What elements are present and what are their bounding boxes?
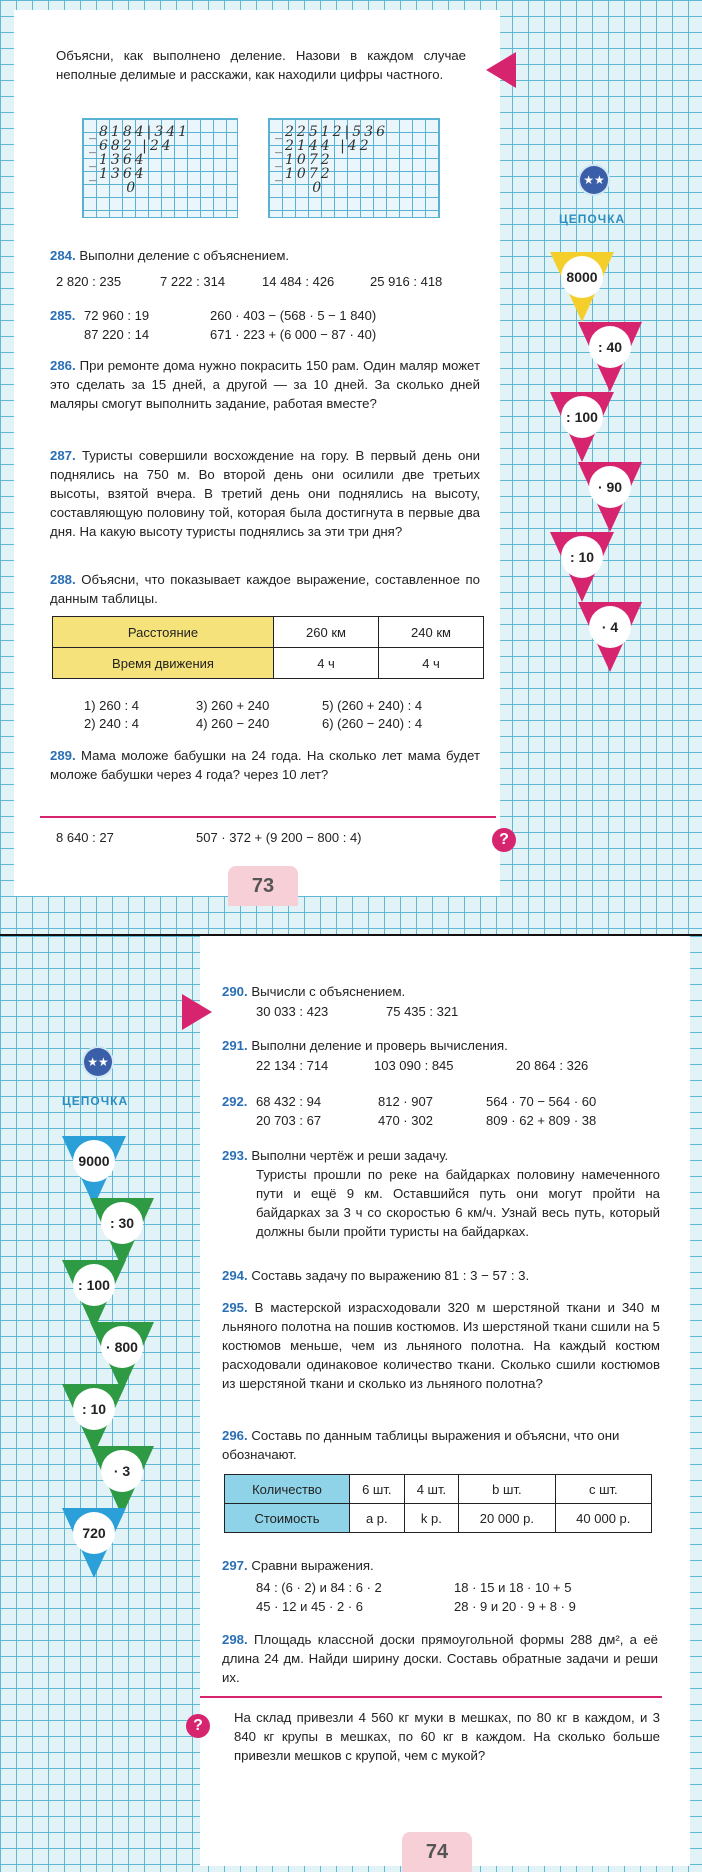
division-line: _8184|341 bbox=[89, 124, 191, 140]
division-line: _1072 bbox=[275, 166, 333, 182]
task-294 bbox=[222, 1266, 662, 1285]
table-cell: Время движения bbox=[53, 648, 274, 679]
chain-step-label: : 100 bbox=[561, 396, 603, 438]
expr: 28 · 9 и 20 · 9 + 8 · 9 bbox=[454, 1599, 576, 1614]
expr: 1) 260 : 4 bbox=[84, 698, 139, 713]
chain-step-label: : 10 bbox=[561, 536, 603, 578]
chain-step-label: 720 bbox=[73, 1512, 115, 1554]
division-line: _1364 bbox=[89, 166, 147, 182]
chain-step bbox=[62, 1508, 126, 1578]
question-icon: ? bbox=[186, 1714, 210, 1738]
chain-step bbox=[90, 1322, 154, 1392]
task-number: 297. bbox=[222, 1558, 248, 1573]
task-text: Выполни чертёж и реши задачу. bbox=[251, 1148, 449, 1163]
expr: 25 916 : 418 bbox=[370, 274, 443, 289]
table-cell: 4 ч bbox=[379, 648, 484, 679]
task-number: 284. bbox=[50, 248, 76, 263]
task-286 bbox=[50, 356, 480, 413]
table-cell: b шт. bbox=[459, 1475, 555, 1504]
task-text: Туристы совершили восхождение на гору. В первый день они поднялись на 750 м. Во второй день они осилили две третьих высоты, взятой вчера. В третий день они поднялись на высоту, составляющую половину той, которая была достигнута в первые два дня. На какую высоту туристы поднялись за эти три дня? bbox=[50, 448, 480, 539]
star-icon: ★★ bbox=[580, 166, 608, 194]
task-text: Выполни деление с объяснением. bbox=[79, 248, 290, 263]
task-293 bbox=[222, 1146, 662, 1165]
division-line: _682 |24 bbox=[89, 138, 174, 154]
division-line: 0 bbox=[275, 180, 325, 196]
bottom-task: На склад привезли 4 560 кг муки в мешках, по 80 кг в каждом, и 3 840 кг крупы в мешках, по 60 кг в каждом. На сколько больше привезли мешков с крупой, чем с мукой? bbox=[234, 1710, 660, 1763]
intro-text: Объясни, как выполнено деление. Назови в каждом случае неполные делимые и расскажи, как находили цифры частного. bbox=[56, 48, 466, 82]
table-cell: k р. bbox=[404, 1504, 459, 1533]
expr: 2 820 : 235 bbox=[56, 274, 122, 289]
task-295 bbox=[222, 1298, 660, 1393]
chain-step-label: · 4 bbox=[589, 606, 631, 648]
chain-step bbox=[62, 1260, 126, 1330]
division-line: _1364 bbox=[89, 152, 147, 168]
task-text: Мама моложе бабушки на 24 года. На сколько лет мама будет моложе бабушки через 4 года? через 10 лет? bbox=[50, 748, 480, 782]
task-number: 288. bbox=[50, 572, 76, 587]
chain-step bbox=[62, 1384, 126, 1454]
pointer-triangle bbox=[182, 994, 212, 1030]
division-line: 0 bbox=[89, 180, 139, 196]
chain-step bbox=[578, 322, 642, 392]
chain-step bbox=[550, 252, 614, 322]
task-number: 295. bbox=[222, 1300, 248, 1315]
task-291 bbox=[222, 1036, 662, 1055]
division-line: _1072 bbox=[275, 152, 333, 168]
task-text: Вычисли с объяснением. bbox=[251, 984, 406, 999]
task-number: 298. bbox=[222, 1632, 248, 1647]
division-grid-1 bbox=[82, 118, 238, 218]
expr: 72 960 : 19 bbox=[84, 308, 150, 323]
expr: 45 · 12 и 45 · 2 · 6 bbox=[256, 1599, 363, 1614]
question-icon: ? bbox=[492, 828, 516, 852]
task-290 bbox=[222, 982, 662, 1001]
expr: 87 220 : 14 bbox=[84, 327, 150, 342]
chain-step-label: : 30 bbox=[101, 1202, 143, 1244]
expr: 75 435 : 321 bbox=[386, 1004, 459, 1019]
expr: 6) (260 − 240) : 4 bbox=[322, 716, 423, 731]
distance-table bbox=[52, 616, 484, 679]
task-number: 289. bbox=[50, 748, 76, 763]
task-297 bbox=[222, 1556, 642, 1575]
star-icon: ★★ bbox=[84, 1048, 112, 1076]
divider bbox=[200, 1696, 662, 1698]
chain-step-label: : 40 bbox=[589, 326, 631, 368]
expr: 30 033 : 423 bbox=[256, 1004, 329, 1019]
task-text: Выполни деление и проверь вычисления. bbox=[251, 1038, 508, 1053]
table-cell: Количество bbox=[225, 1475, 350, 1504]
expr: 7 222 : 314 bbox=[160, 274, 226, 289]
task-number: 296. bbox=[222, 1428, 248, 1443]
task-text: При ремонте дома нужно покрасить 150 рам. Один маляр может это сделать за 15 дней, а другой — за 10 дней. За сколько дней маляры смогут выполнить задание, работая вместе? bbox=[50, 358, 480, 411]
task-text: Площадь классной доски прямоугольной формы 288 дм², а её длина 24 дм. Найди ширину доски. Составь обратные задачи и реши их. bbox=[222, 1632, 658, 1685]
expr: 812 · 907 bbox=[378, 1094, 433, 1109]
expr: 3) 260 + 240 bbox=[196, 698, 270, 713]
chain-title: ЦЕПОЧКА bbox=[559, 212, 626, 226]
expr: 68 432 : 94 bbox=[256, 1094, 322, 1109]
expr: 671 · 223 + (6 000 − 87 · 40) bbox=[210, 327, 377, 342]
task-text: Сравни выражения. bbox=[251, 1558, 374, 1573]
table-cell: 6 шт. bbox=[350, 1475, 405, 1504]
task-289 bbox=[50, 746, 480, 784]
task-number: 286. bbox=[50, 358, 76, 373]
chain-step-label: · 90 bbox=[589, 466, 631, 508]
expr: 103 090 : 845 bbox=[374, 1058, 454, 1073]
division-line: _2144 |42 bbox=[275, 138, 372, 154]
table-cell: Расстояние bbox=[53, 617, 274, 648]
task-text: Составь по данным таблицы выражения и объясни, что они обозначают. bbox=[222, 1428, 620, 1462]
table-row bbox=[225, 1504, 652, 1533]
task-288 bbox=[50, 570, 480, 608]
table-cell: c шт. bbox=[555, 1475, 651, 1504]
table-row bbox=[225, 1475, 652, 1504]
table-cell: 40 000 р. bbox=[555, 1504, 651, 1533]
division-line: _22512|536 bbox=[275, 124, 388, 140]
chain-step-label: · 3 bbox=[101, 1450, 143, 1492]
expr: 20 864 : 326 bbox=[516, 1058, 589, 1073]
expr: 14 484 : 426 bbox=[262, 274, 335, 289]
task-number: 285. bbox=[50, 308, 76, 323]
chain-step-label: : 100 bbox=[73, 1264, 115, 1306]
chain-step bbox=[578, 602, 642, 672]
table-cell: 4 шт. bbox=[404, 1475, 459, 1504]
expr: 470 · 302 bbox=[378, 1113, 433, 1128]
task-296 bbox=[222, 1426, 642, 1464]
page-number: 74 bbox=[402, 1832, 472, 1872]
division-grid-2 bbox=[268, 118, 440, 218]
pointer-triangle bbox=[486, 52, 516, 88]
task-number: 287. bbox=[50, 448, 76, 463]
expr: 809 · 62 + 809 · 38 bbox=[486, 1113, 597, 1128]
task-298 bbox=[222, 1630, 658, 1687]
expr: 84 : (6 · 2) и 84 : 6 · 2 bbox=[256, 1580, 382, 1595]
task-number: 292. bbox=[222, 1094, 248, 1109]
table-cell: a р. bbox=[350, 1504, 405, 1533]
task-text: В мастерской израсходовали 320 м шерстяной ткани и 340 м льняного полотна на пошив костюмов. Из шерстяной ткани сшили на 5 костюмов меньше, чем из льняного полотна. На каждый костюм расходовали одинаковое количество ткани. Сколько сшили костюмов из шерстяной ткани и сколько из льняного полотна? bbox=[222, 1300, 660, 1391]
chain-step bbox=[550, 532, 614, 602]
table-row bbox=[53, 617, 484, 648]
chain-step bbox=[90, 1446, 154, 1516]
table-cell: Стоимость bbox=[225, 1504, 350, 1533]
page-74 bbox=[0, 936, 702, 1872]
task-293-body: Туристы прошли по реке на байдарках половину намеченного пути и ещё 9 км. Оставшийся путь они могут пройти на байдарках за 3 ч со скоростью 6 км/ч. Узнай весь путь, который должны были пройти туристы на байдарках. bbox=[256, 1167, 660, 1239]
chain-step-label: 8000 bbox=[561, 256, 603, 298]
task-number: 290. bbox=[222, 984, 248, 999]
expr: 18 · 15 и 18 · 10 + 5 bbox=[454, 1580, 572, 1595]
chain-step-label: 9000 bbox=[73, 1140, 115, 1182]
page-number: 73 bbox=[228, 866, 298, 906]
chain-step bbox=[550, 392, 614, 462]
expr: 4) 260 − 240 bbox=[196, 716, 270, 731]
expr: 5) (260 + 240) : 4 bbox=[322, 698, 423, 713]
task-text: Объясни, что показывает каждое выражение, составленное по данным таблицы. bbox=[50, 572, 480, 606]
expr: 8 640 : 27 bbox=[56, 830, 114, 845]
expr: 260 · 403 − (568 · 5 − 1 840) bbox=[210, 308, 377, 323]
divider bbox=[40, 816, 496, 818]
task-number: 291. bbox=[222, 1038, 248, 1053]
task-text: Составь задачу по выражению 81 : 3 − 57 : 3. bbox=[251, 1268, 530, 1283]
task-284 bbox=[50, 246, 470, 265]
chain-step-label: · 800 bbox=[101, 1326, 143, 1368]
expr: 2) 240 : 4 bbox=[84, 716, 139, 731]
task-number: 293. bbox=[222, 1148, 248, 1163]
table-cell: 4 ч bbox=[274, 648, 379, 679]
table-cell: 20 000 р. bbox=[459, 1504, 555, 1533]
table-cell: 260 км bbox=[274, 617, 379, 648]
chain-step-label: : 10 bbox=[73, 1388, 115, 1430]
chain-step bbox=[90, 1198, 154, 1268]
expr: 22 134 : 714 bbox=[256, 1058, 329, 1073]
task-number: 294. bbox=[222, 1268, 248, 1283]
table-row bbox=[53, 648, 484, 679]
cost-table bbox=[224, 1474, 652, 1533]
expr: 564 · 70 − 564 · 60 bbox=[486, 1094, 597, 1109]
expr: 507 · 372 + (9 200 − 800 : 4) bbox=[196, 830, 362, 845]
expr: 20 703 : 67 bbox=[256, 1113, 322, 1128]
task-287 bbox=[50, 446, 480, 541]
chain-title: ЦЕПОЧКА bbox=[62, 1094, 129, 1108]
table-cell: 240 км bbox=[379, 617, 484, 648]
chain-step bbox=[62, 1136, 126, 1206]
chain-step bbox=[578, 462, 642, 532]
